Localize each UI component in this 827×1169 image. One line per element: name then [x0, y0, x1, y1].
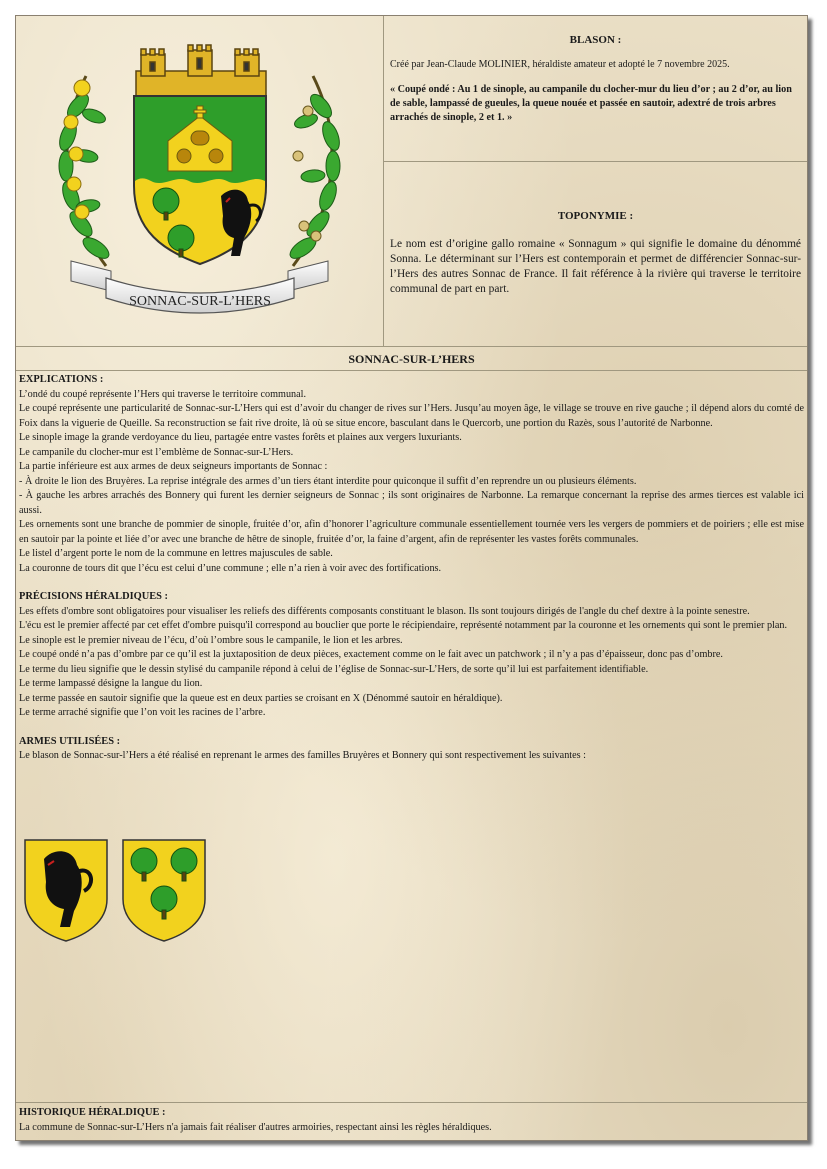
coat-of-arms-image: [16, 16, 383, 346]
blason-panel: [384, 16, 807, 162]
explication-paragraph: Le campanile du clocher-mur est l’emblème de Sonnac-sur-L’Hers.: [19, 446, 294, 458]
explication-paragraph: - À droite le lion des Bruyères. La reprise intégrale des armes d’un tiers étant interdite pour quiconque il suffit d’en reprendre un ou plusieurs éléments.: [19, 475, 637, 487]
section-divider: [16, 1102, 807, 1103]
precision-paragraph: Le terme arraché signifie que l’on voit les racines de l’arbre.: [19, 707, 266, 718]
precision-paragraph: L'écu est le premier affecté par cet effet d'ombre puisqu'il correspond au bouclier que porte le récipiendaire, représenté notamment par la couronne et les ornements qui sont le premier plan.: [19, 620, 788, 631]
coat-of-arms-panel: [16, 16, 384, 347]
precision-paragraph: Le coupé ondé n’a pas d’ombre par ce qu’il est la juxtaposition de deux pièces, exactement comme on le fait avec un patchwork ; il n’y a pas d’épaisseur, donc pas d’ombre.: [19, 649, 723, 660]
blason-creation-text: Créé par Jean-Claude MOLINIER, héraldiste amateur et adopté le 7 novembre 2025.: [390, 59, 730, 70]
bruyeres-arms-image: [22, 837, 112, 945]
precision-paragraph: Le terme passée en sautoir signifie que la queue est en deux parties se croisant en X (Dénommé sautoir en héraldique).: [19, 692, 503, 704]
explication-paragraph: Le sinople image la grande verdoyance du lieu, partagée entre vastes forêts et plaines aux vergers luxuriants.: [19, 432, 462, 443]
apple-branch-left: [56, 76, 112, 266]
armes-text: Le blason de Sonnac-sur-l’Hers a été réalisé en reprenant le armes des familles Bruyères et Bonnery qui sont respectivement les suivantes :: [19, 750, 586, 761]
blason-heading: BLASON :: [569, 34, 622, 46]
explication-paragraph: Les ornements sont une branche de pommier de sinople, fruitée d’or, afin d’honorer l’agriculture communale essentiellement tournée vers les vergers de pommiers et de poiriers ; elle est mise en sautoir par la pointe et liée d’or avec une branche de hêtre de sinople, fruitée d’or, la faine d’argent, afin de représenter les vastes forêts communales.: [19, 519, 804, 545]
explication-paragraph: - À gauche les arbres arrachés des Bonnery qui furent les dernier seigneurs de Sonnac ; ils sont originaires de Narbonne. La remarque concernant la reprise des armes tierces est valable ici aussi.: [19, 490, 804, 516]
document-page: [15, 15, 808, 1141]
toponymie-text: Le nom est d’origine gallo romaine « Sonnagum » qui signifie le domaine du dénommé Sonna. Le déterminant sur l’Hers est contemporain et permet de différencier Sonnac-sur-l’Hers des autres Sonnac de France. Il fait référence à la rivière qui traverse le territoire communal de part en part.: [390, 238, 801, 295]
toponymie-panel: [384, 162, 807, 347]
historique-heading: HISTORIQUE HÉRALDIQUE :: [19, 1107, 166, 1118]
precisions-list: [19, 605, 804, 721]
historique-text: La commune de Sonnac-sur-L’Hers n'a jamais fait réaliser d'autres armoiries, respectant ainsi les règles héraldiques.: [19, 1121, 492, 1133]
mural-crown: [136, 45, 266, 96]
precisions-heading: PRÉCISIONS HÉRALDIQUES :: [19, 591, 168, 602]
explication-paragraph: La partie inférieure est aux armes de deux seigneurs importants de Sonnac :: [19, 461, 328, 472]
historique-section: [19, 1106, 804, 1135]
page-title: SONNAC-SUR-L’HERS: [16, 347, 807, 371]
precision-paragraph: Le sinople est le premier niveau de l’écu, d’où l’ombre sous le campanile, le lion et les arbres.: [19, 634, 403, 646]
blason-description: « Coupé ondé : Au 1 de sinople, au campanile du clocher-mur du lieu d’or ; au 2 d’or, au lion de sable, lampassé de gueules, la queue nouée et passée en sautoir, adextré de trois arbres arrachés de sinople, 2 et 1. »: [390, 83, 792, 123]
explication-paragraph: L’ondé du coupé représente l’Hers qui traverse le territoire communal.: [19, 388, 307, 400]
precision-paragraph: Le terme du lieu signifie que le dessin stylisé du campanile répond à celui de l’église de Sonnac-sur-L’Hers, de sorte qu’il lui est parfaitement identifiable.: [19, 663, 649, 675]
toponymie-heading: TOPONYMIE :: [557, 210, 634, 222]
explication-paragraph: Le listel d’argent porte le nom de la commune en lettres majuscules de sable.: [19, 548, 333, 559]
main-content: [19, 373, 804, 764]
motto-ribbon: [71, 261, 328, 313]
explications-list: [19, 388, 804, 577]
motto-text: SONNAC-SUR-L’HERS: [129, 294, 271, 309]
bonnery-arms-image: [120, 837, 210, 945]
precision-paragraph: Les effets d'ombre sont obligatoires pour visualiser les reliefs des différents composants constituant le blason. Ils sont toujours dirigés de l'angle du chef dextre à la pointe senestre.: [19, 605, 750, 617]
explication-paragraph: Le coupé représente une particularité de Sonnac-sur-L’Hers qui est d’avoir du changer de rives sur l’Hers. Jusqu’au moyen âge, le village se trouve en rive gauche ; il dépend alors du comté de Foix dans la viguerie de Queille. Sa reconstruction se fait rive droite, là où se situe encore, basculant dans le Quercorb, une portion du Razès, sous l’autorité de Narbonne.: [19, 403, 804, 429]
explications-heading: EXPLICATIONS :: [19, 374, 104, 385]
armes-heading: ARMES UTILISÉES :: [19, 735, 121, 747]
precision-paragraph: Le terme lampassé désigne la langue du lion.: [19, 678, 203, 689]
explication-paragraph: La couronne de tours dit que l’écu est celui d’une commune ; elle n’a rien à voir avec des fortifications.: [19, 562, 442, 574]
shield: [134, 96, 266, 264]
